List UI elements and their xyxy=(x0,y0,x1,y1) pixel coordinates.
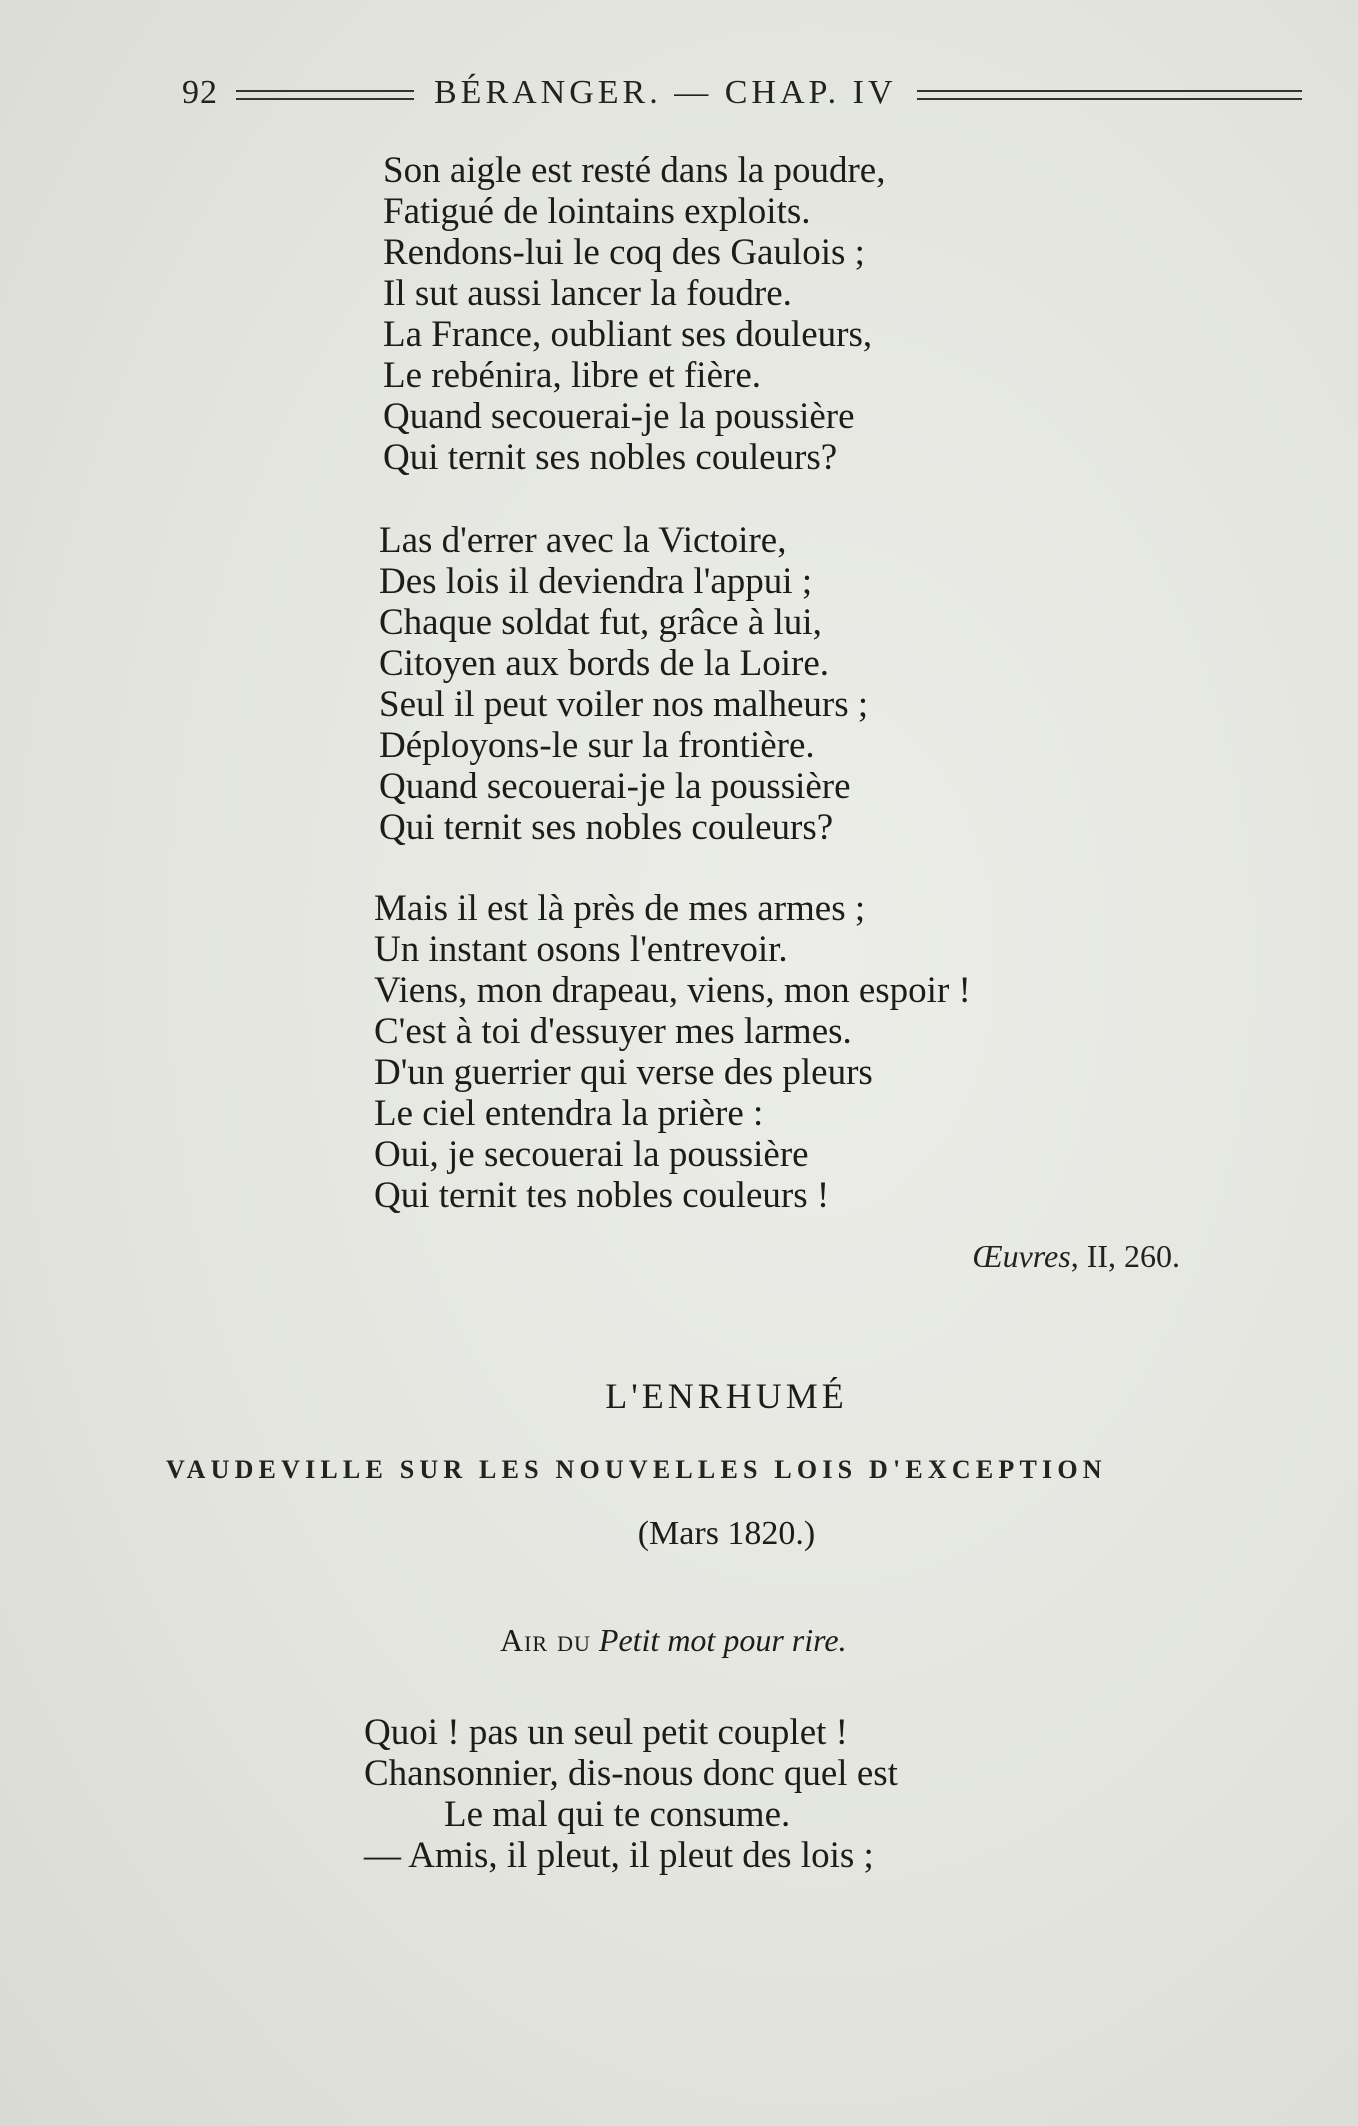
verse-line: Quoi ! pas un seul petit couplet ! xyxy=(364,1712,848,1753)
verse-line: Oui, je secouerai la poussière xyxy=(374,1134,809,1175)
verse-line: D'un guerrier qui verse des pleurs xyxy=(374,1052,873,1093)
source-citation xyxy=(900,1238,1180,1275)
song-title xyxy=(0,1375,1358,1417)
verse-line: Viens, mon drapeau, viens, mon espoir ! xyxy=(374,970,971,1011)
source-work: Œuvres xyxy=(972,1238,1071,1274)
verse-line: Quand secouerai-je la poussière xyxy=(383,396,855,437)
stanza-2 xyxy=(379,520,868,848)
verse-line: Déployons-le sur la frontière. xyxy=(379,725,815,766)
verse-line: Qui ternit tes nobles couleurs ! xyxy=(374,1175,830,1216)
tune-indication xyxy=(500,1622,847,1659)
verse-line: Qui ternit ses nobles couleurs? xyxy=(379,807,834,848)
song-date xyxy=(0,1515,1358,1553)
verse-line: Fatigué de lointains exploits. xyxy=(383,191,811,232)
verse-line: Un instant osons l'entrevoir. xyxy=(374,929,788,970)
page-number: 92 xyxy=(182,74,218,111)
verse-line: Mais il est là près de mes armes ; xyxy=(374,888,866,929)
verse-line: Il sut aussi lancer la foudre. xyxy=(383,273,792,314)
verse-line: Seul il peut voiler nos malheurs ; xyxy=(379,684,869,725)
verse-line: Chaque soldat fut, grâce à lui, xyxy=(379,602,822,643)
verse-line: Quand secouerai-je la poussière xyxy=(379,766,851,807)
running-title: BÉRANGER. — CHAP. IV xyxy=(434,74,897,111)
header-rule-left xyxy=(236,90,414,100)
song-title-text: L'ENRHUMÉ xyxy=(605,1376,848,1416)
tune-prefix: Air du xyxy=(500,1622,591,1658)
verse-line: Son aigle est resté dans la poudre, xyxy=(383,150,886,191)
song-date-text: (Mars 1820.) xyxy=(637,1515,816,1552)
verse-line: Qui ternit ses nobles couleurs? xyxy=(383,437,838,478)
verse-line: Chansonnier, dis-nous donc quel est xyxy=(364,1753,898,1794)
stanza-1 xyxy=(383,150,885,478)
stanza-3 xyxy=(374,888,971,1216)
verse-line: Des lois il deviendra l'appui ; xyxy=(379,561,813,602)
verse-line: C'est à toi d'essuyer mes larmes. xyxy=(374,1011,852,1052)
verse-line: Citoyen aux bords de la Loire. xyxy=(379,643,830,684)
verse-line: Las d'errer avec la Victoire, xyxy=(379,520,787,561)
verse-line: — Amis, il pleut, il pleut des lois ; xyxy=(364,1835,874,1876)
verse-line: Le rebénira, libre et fière. xyxy=(383,355,761,396)
verse-line: Le ciel entendra la prière : xyxy=(374,1093,764,1134)
header-rule-right xyxy=(917,90,1302,100)
tune-name: Petit mot pour rire. xyxy=(598,1622,847,1658)
stanza-song-1 xyxy=(364,1712,898,1876)
song-subtitle: VAUDEVILLE SUR LES NOUVELLES LOIS D'EXCEPTION xyxy=(166,1455,1107,1484)
source-ref: , II, 260. xyxy=(1070,1238,1180,1274)
verse-line: Rendons-lui le coq des Gaulois ; xyxy=(383,232,865,273)
verse-line: La France, oubliant ses douleurs, xyxy=(383,314,873,355)
verse-line: Le mal qui te consume. xyxy=(444,1794,791,1835)
running-header xyxy=(182,72,1302,114)
